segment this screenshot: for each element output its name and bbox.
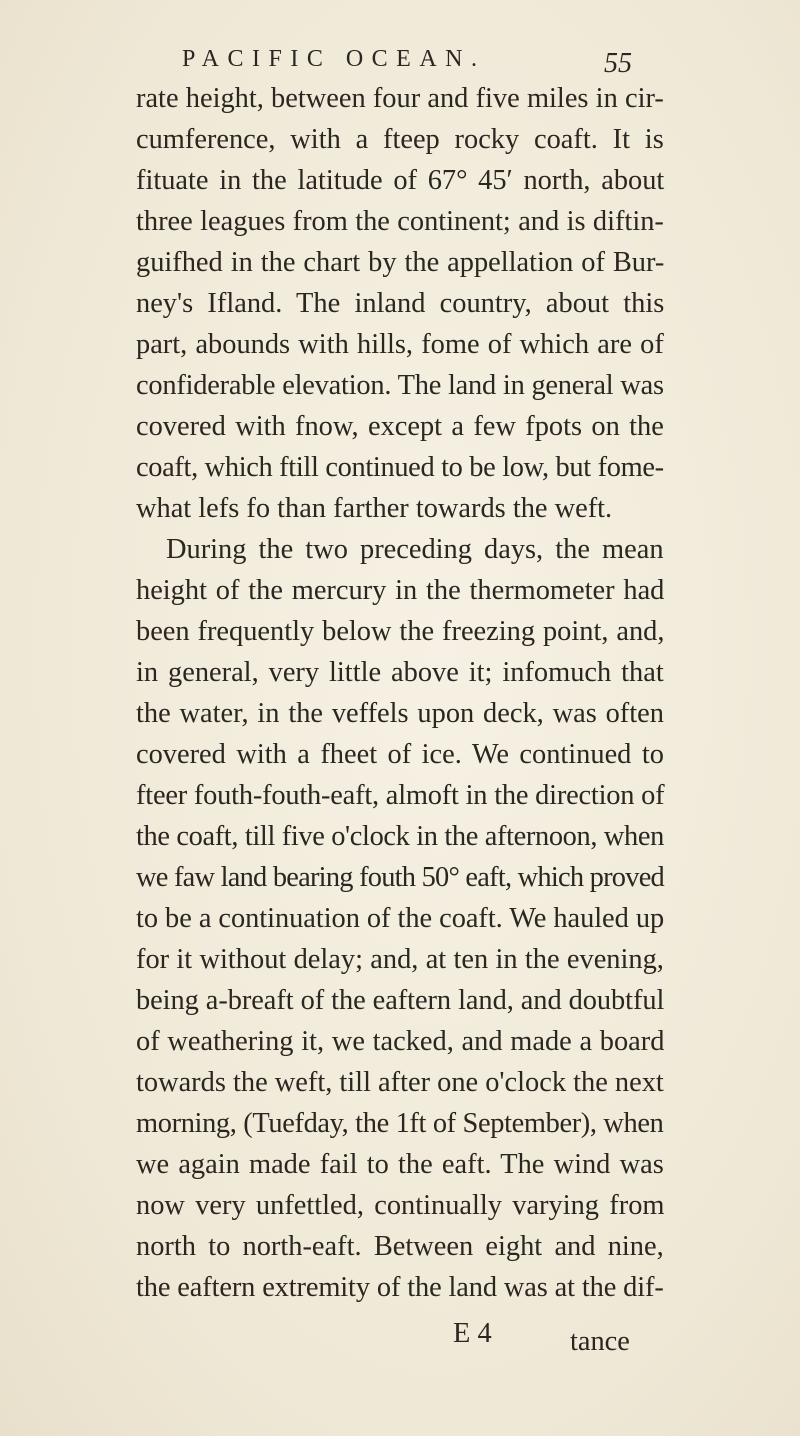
text-line: the water, in the veffels upon deck, was often xyxy=(136,698,664,729)
text-line: coaft, which ftill continued to be low, but fome- xyxy=(136,452,664,483)
text-line: the eaftern extremity of the land was at the dif- xyxy=(136,1272,664,1303)
text-line: in general, very little above it; infomuch that xyxy=(136,657,664,688)
running-head-title: PACIFIC OCEAN. xyxy=(182,46,486,72)
text-line: covered with fnow, except a few fpots on the xyxy=(136,411,664,442)
signature-mark: E 4 xyxy=(453,1318,492,1349)
text-line: now very unfettled, continually varying from xyxy=(136,1190,665,1221)
text-line: towards the weft, till after one o'clock the next xyxy=(136,1067,664,1098)
text-line: rate height, between four and five miles in cir- xyxy=(136,83,664,114)
text-line: being a-breaft of the eaftern land, and doubtful xyxy=(136,985,665,1016)
text-line: height of the mercury in the thermometer had xyxy=(136,575,665,606)
text-line: what lefs fo than farther towards the weft. xyxy=(136,493,613,524)
text-line: cumference, with a fteep rocky coaft. It is xyxy=(136,124,664,155)
text-line: covered with a fheet of ice. We continued to xyxy=(136,739,664,770)
running-head xyxy=(0,46,800,86)
text-line: we faw land bearing fouth 50° eaft, which proved xyxy=(136,862,664,893)
text-line: we again made fail to the eaft. The wind was xyxy=(136,1149,664,1180)
text-line: of weathering it, we tacked, and made a board xyxy=(136,1026,665,1057)
text-line: for it without delay; and, at ten in the evening, xyxy=(136,944,664,975)
text-line: During the two preceding days, the mean xyxy=(166,534,664,565)
text-line: north to north-eaft. Between eight and nine, xyxy=(136,1231,664,1262)
page-number: 55 xyxy=(604,48,632,79)
text-line: part, abounds with hills, fome of which are of xyxy=(136,329,664,360)
text-line: morning, (Tuefday, the 1ft of September), when xyxy=(136,1108,664,1139)
text-line: fituate in the latitude of 67° 45′ north, about xyxy=(136,165,665,196)
text-line: guifhed in the chart by the appellation of Bur- xyxy=(136,247,665,278)
text-line: three leagues from the continent; and is diftin- xyxy=(136,206,664,237)
text-line: the coaft, till five o'clock in the afternoon, when xyxy=(136,821,664,852)
text-line: confiderable elevation. The land in general was xyxy=(136,370,664,401)
catchword: tance xyxy=(570,1326,630,1357)
text-line: ney's Ifland. The inland country, about this xyxy=(136,288,665,319)
text-line: fteer fouth-fouth-eaft, almoft in the direction of xyxy=(136,780,665,811)
text-line: to be a continuation of the coaft. We hauled up xyxy=(136,903,665,934)
page-footer xyxy=(0,1318,800,1358)
text-line: been frequently below the freezing point, and, xyxy=(136,616,665,647)
